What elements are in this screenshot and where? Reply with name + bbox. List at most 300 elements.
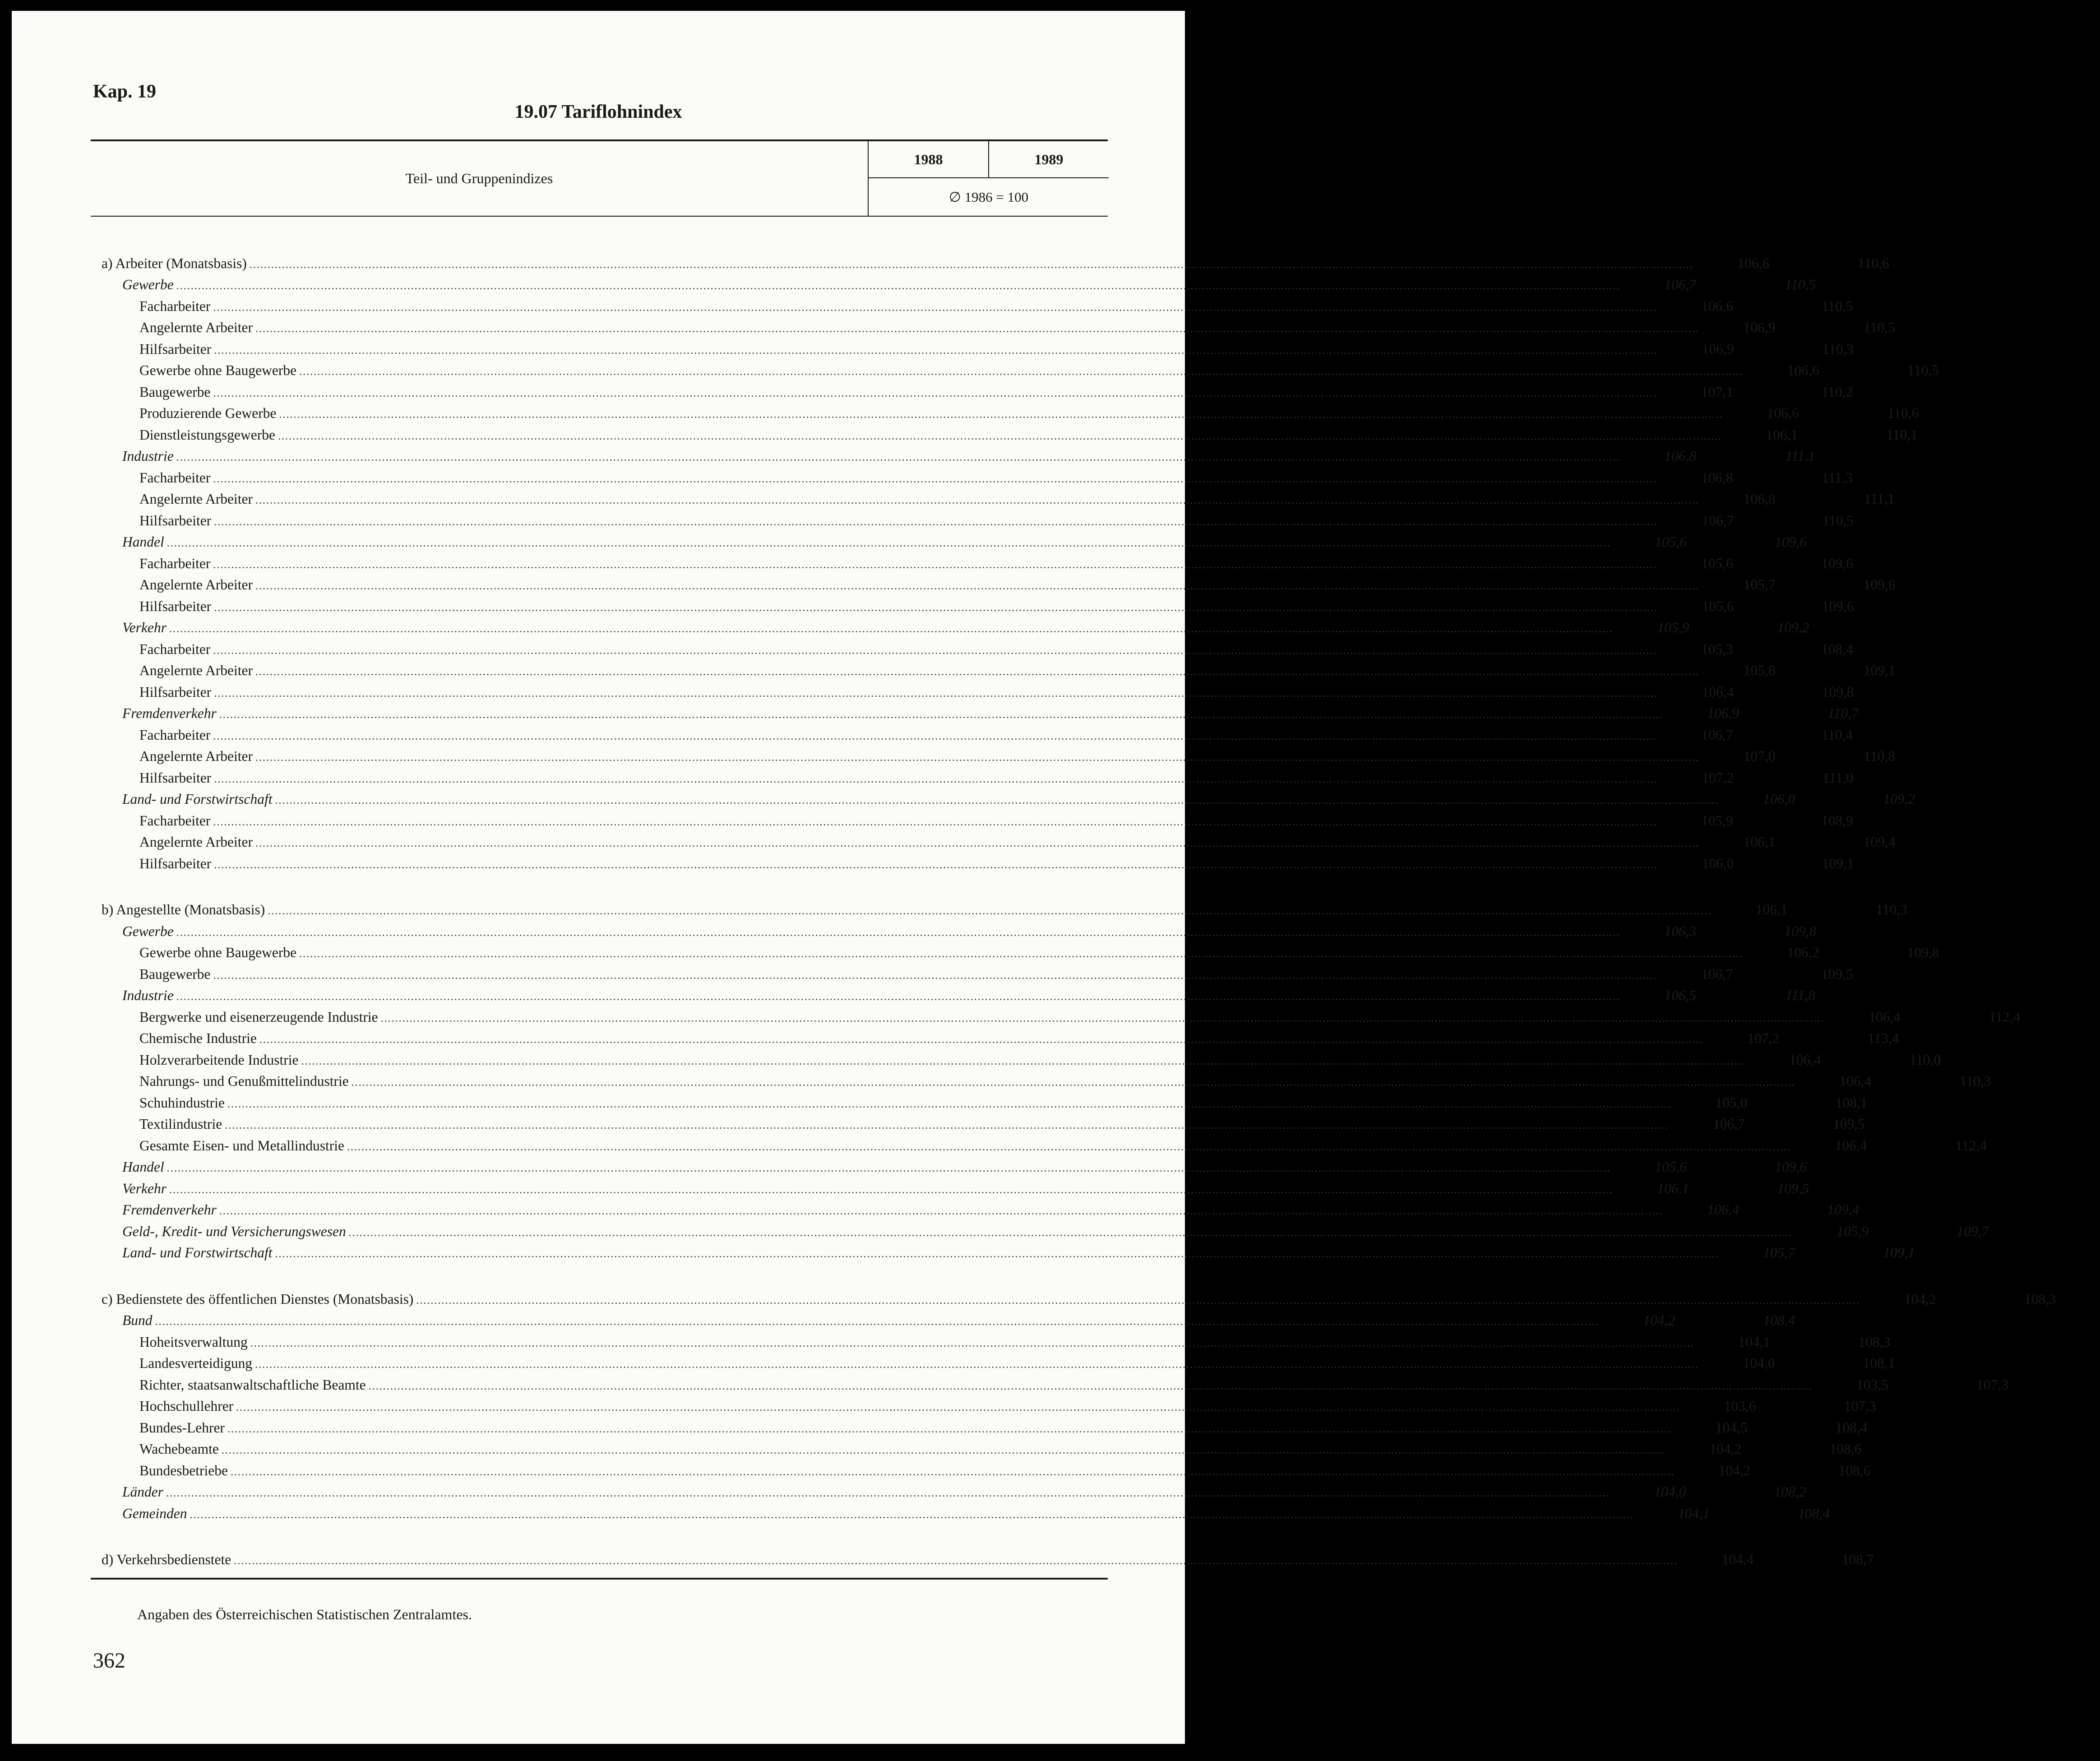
table-header — [91, 139, 1108, 217]
leader-dots: ................................................................................................................................................................................................................................................................................................................................................................................................................ — [236, 1402, 1680, 1414]
value-1988: 105,8 — [1743, 663, 1776, 679]
value-1989: 109,6 — [1775, 534, 1807, 550]
value-1988: 104,5 — [1715, 1419, 1748, 1436]
value-1988: 103,5 — [1856, 1376, 1889, 1393]
row-label-cell — [91, 727, 1657, 743]
row-label-cell — [91, 598, 1658, 615]
row-label-cell — [91, 577, 1699, 593]
row-label-cell — [91, 1009, 1825, 1025]
value-1989: 108,4 — [1763, 1312, 1795, 1329]
table-row — [91, 1114, 1865, 1135]
value-1988: 106,8 — [1664, 448, 1697, 464]
table-row — [91, 639, 1853, 660]
row-label: Gewerbe ohne Baugewerbe — [139, 945, 297, 961]
value-1988: 106,4 — [1707, 1202, 1739, 1218]
row-label: Holzverarbeitende Industrie — [139, 1052, 299, 1068]
row-label: Hochschullehrer — [139, 1398, 234, 1414]
row-label-cell — [91, 513, 1658, 529]
column-header-1989: 1989 — [1034, 151, 1064, 167]
value-1988: 106,1 — [1743, 834, 1776, 850]
leader-dots: ................................................................................................................................................................................................................................................................................................................................................................................................................ — [176, 927, 1620, 939]
row-label: Gewerbe ohne Baugewerbe — [139, 362, 297, 379]
row-label-cell — [91, 1484, 1610, 1500]
row-label: Hilfsarbeiter — [139, 855, 212, 871]
table-row — [91, 746, 1895, 768]
row-label: Angelernte Arbeiter — [139, 577, 253, 593]
table-row — [91, 489, 1895, 510]
table-row — [91, 964, 1853, 985]
leader-dots: ................................................................................................................................................................................................................................................................................................................................................................................................................ — [230, 1466, 1674, 1478]
row-label-cell — [91, 813, 1657, 829]
leader-dots: ................................................................................................................................................................................................................................................................................................................................................................................................................ — [299, 366, 1744, 378]
value-1989: 111,3 — [1822, 469, 1853, 486]
document-page — [12, 11, 2056, 1744]
table-row — [91, 832, 1896, 853]
value-1989: 107,3 — [1976, 1376, 2009, 1393]
leader-dots: ................................................................................................................................................................................................................................................................................................................................................................................................................ — [219, 709, 1663, 721]
leader-dots: ................................................................................................................................................................................................................................................................................................................................................................................................................ — [227, 1098, 1671, 1110]
row-label-cell — [91, 277, 1620, 293]
leader-dots: ................................................................................................................................................................................................................................................................................................................................................................................................................ — [259, 1034, 1703, 1046]
row-label: d) Verkehrsbedienstete — [102, 1552, 231, 1568]
leader-dots: ................................................................................................................................................................................................................................................................................................................................................................................................................ — [213, 730, 1657, 742]
row-label: Produzierende Gewerbe — [139, 405, 277, 422]
row-label: Gesamte Eisen- und Metallindustrie — [139, 1137, 345, 1154]
table-row — [91, 553, 1853, 575]
row-label-cell — [91, 902, 1711, 918]
value-1989: 108,6 — [1838, 1462, 1871, 1478]
value-1989: 111,8 — [1785, 987, 1815, 1004]
value-1988: 106,4 — [1869, 1009, 1901, 1025]
value-1988: 105,6 — [1655, 534, 1687, 550]
row-label-cell — [91, 1159, 1611, 1175]
value-1989: 112,4 — [1955, 1137, 1987, 1154]
row-label: Länder — [122, 1484, 164, 1500]
value-1988: 106,7 — [1712, 1116, 1745, 1132]
row-label: Facharbeiter — [139, 812, 211, 829]
row-label-cell — [91, 966, 1657, 982]
row-label-cell — [91, 255, 1693, 272]
row-label: Verkehr — [122, 1180, 167, 1196]
year-header-row — [868, 141, 1109, 178]
table-row — [91, 253, 1889, 274]
row-label: Dienstleistungsgewerbe — [139, 426, 275, 443]
table-row — [91, 1178, 1809, 1200]
value-1989: 109,4 — [1863, 834, 1896, 850]
value-1988: 107,0 — [1743, 748, 1776, 765]
row-label-cell — [91, 405, 1723, 422]
value-1989: 110,0 — [1909, 1052, 1941, 1068]
row-label-cell — [91, 1291, 1860, 1307]
leader-dots: ................................................................................................................................................................................................................................................................................................................................................................................................................ — [255, 580, 1700, 593]
row-label-cell — [91, 427, 1722, 443]
row-label: Angelernte Arbeiter — [139, 834, 253, 850]
value-1988: 105,9 — [1701, 812, 1733, 829]
table-row — [91, 810, 1853, 832]
table-row — [91, 1331, 1891, 1353]
table-row — [91, 617, 1809, 639]
row-label: Handel — [122, 1159, 164, 1175]
value-1989: 109,8 — [1784, 923, 1817, 939]
value-1988: 106,6 — [1767, 405, 1799, 422]
value-1989: 108,4 — [1821, 641, 1853, 657]
value-1989: 113,4 — [1867, 1030, 1899, 1047]
leader-dots: ................................................................................................................................................................................................................................................................................................................................................................................................................ — [225, 1120, 1669, 1132]
row-label-cell — [91, 1463, 1674, 1479]
row-label-cell — [91, 641, 1657, 658]
row-label: Landesverteidigung — [139, 1355, 253, 1372]
row-label: Verkehr — [122, 620, 167, 636]
row-label-cell — [91, 1441, 1665, 1457]
row-label: Hilfsarbeiter — [139, 684, 212, 700]
table-row — [91, 338, 1854, 360]
value-1989: 110,3 — [1822, 341, 1854, 357]
table-row — [91, 985, 1815, 1007]
row-label-cell — [91, 298, 1657, 315]
row-label: Facharbeiter — [139, 555, 211, 571]
row-label: a) Arbeiter (Monatsbasis) — [102, 255, 247, 271]
row-label: Angelernte Arbeiter — [139, 491, 253, 507]
column-header-1988: 1988 — [869, 141, 989, 177]
table-row — [91, 660, 1896, 682]
value-1988: 104,1 — [1678, 1505, 1710, 1521]
leader-dots: ................................................................................................................................................................................................................................................................................................................................................................................................................ — [227, 1423, 1671, 1435]
row-label-cell — [91, 1052, 1745, 1068]
table-row — [91, 1006, 2021, 1028]
row-label: Hilfsarbeiter — [139, 341, 212, 357]
table-row — [91, 703, 1859, 725]
leader-dots: ................................................................................................................................................................................................................................................................................................................................................................................................................ — [213, 969, 1657, 982]
row-label: Facharbeiter — [139, 298, 211, 314]
leader-dots: ................................................................................................................................................................................................................................................................................................................................................................................................................ — [213, 816, 1657, 828]
row-label-cell — [91, 384, 1657, 400]
row-label: Angelernte Arbeiter — [139, 320, 253, 336]
row-label: Bergwerke und eisenerzeugende Industrie — [139, 1009, 378, 1025]
leader-dots: ................................................................................................................................................................................................................................................................................................................................................................................................................ — [190, 1509, 1634, 1521]
value-1988: 106,4 — [1789, 1052, 1821, 1068]
leader-dots: ................................................................................................................................................................................................................................................................................................................................................................................................................ — [380, 1012, 1825, 1024]
value-1989: 108,1 — [1863, 1355, 1895, 1372]
row-label: c) Bedienstete des öffentlichen Dienstes (Monatsbasis) — [102, 1291, 414, 1307]
leader-dots: ................................................................................................................................................................................................................................................................................................................................................................................................................ — [214, 516, 1658, 528]
row-label-cell — [91, 1312, 1599, 1329]
row-label: Land- und Forstwirtschaft — [122, 1245, 273, 1261]
leader-dots: ................................................................................................................................................................................................................................................................................................................................................................................................................ — [279, 409, 1723, 421]
value-1988: 104,2 — [1709, 1441, 1742, 1457]
row-label: Gewerbe — [122, 277, 174, 293]
value-1988: 105,6 — [1701, 555, 1733, 571]
value-1988: 106,6 — [1701, 298, 1733, 314]
row-label-cell — [91, 663, 1699, 679]
column-header-label: Teil- und Gruppenindizes — [405, 170, 553, 186]
leader-dots: ................................................................................................................................................................................................................................................................................................................................................................................................................ — [301, 1055, 1745, 1067]
value-1989: 109,2 — [1777, 620, 1809, 636]
row-label-cell — [91, 1181, 1613, 1197]
leader-dots: ................................................................................................................................................................................................................................................................................................................................................................................................................ — [234, 1555, 1678, 1567]
row-label: Baugewerbe — [139, 966, 211, 982]
table-row — [91, 1482, 1806, 1503]
leader-dots: ................................................................................................................................................................................................................................................................................................................................................................................................................ — [351, 1077, 1795, 1089]
row-label-cell — [91, 1420, 1671, 1436]
table-row — [91, 424, 1918, 446]
table-row — [91, 921, 1817, 942]
leader-dots: ................................................................................................................................................................................................................................................................................................................................................................................................................ — [219, 1205, 1663, 1218]
value-1988: 104,4 — [1721, 1552, 1754, 1568]
row-label-cell — [91, 791, 1719, 807]
row-label-cell — [91, 987, 1620, 1004]
row-label-cell — [91, 534, 1611, 550]
value-1988: 107,2 — [1702, 769, 1734, 786]
row-label: Industrie — [122, 987, 174, 1004]
value-1989: 110,2 — [1821, 384, 1853, 400]
row-label-cell — [91, 1355, 1699, 1372]
row-label-cell — [91, 1245, 1719, 1261]
row-label: Facharbeiter — [139, 727, 211, 743]
row-label-cell — [91, 448, 1620, 464]
value-1989: 108,2 — [1774, 1484, 1806, 1500]
table-row — [91, 274, 1816, 296]
table-row — [91, 381, 1853, 403]
value-1989: 110,3 — [1876, 902, 1908, 918]
value-1989: 109,6 — [1821, 555, 1853, 571]
table-body — [91, 253, 2056, 1571]
value-1989: 109,5 — [1832, 1116, 1865, 1132]
leader-dots: ................................................................................................................................................................................................................................................................................................................................................................................................................ — [268, 905, 1712, 918]
table-row — [91, 1242, 1915, 1264]
value-1988: 107,2 — [1747, 1030, 1780, 1047]
value-1988: 104,2 — [1643, 1312, 1675, 1329]
row-label-cell — [91, 856, 1658, 872]
row-label: Schuhindustrie — [139, 1094, 225, 1111]
value-1988: 106,3 — [1664, 923, 1697, 939]
value-1989: 110,6 — [1887, 405, 1919, 422]
value-1988: 107,1 — [1701, 384, 1733, 400]
table-row — [91, 1460, 1871, 1482]
value-1988: 105,0 — [1715, 1094, 1748, 1111]
value-1988: 106,7 — [1664, 277, 1697, 293]
leader-dots: ................................................................................................................................................................................................................................................................................................................................................................................................................ — [176, 991, 1620, 1003]
row-label: Baugewerbe — [139, 384, 211, 400]
value-1989: 110,5 — [1822, 512, 1854, 528]
value-1988: 106,4 — [1835, 1137, 1867, 1154]
table-row — [91, 1353, 1895, 1375]
page-title: 19.07 Tariflohnindex — [514, 102, 682, 122]
leader-dots: ................................................................................................................................................................................................................................................................................................................................................................................................................ — [255, 1359, 1699, 1371]
row-label-cell — [91, 620, 1613, 636]
table-row — [91, 1310, 1795, 1332]
table-row — [91, 575, 1896, 596]
leader-dots: ................................................................................................................................................................................................................................................................................................................................................................................................................ — [213, 473, 1657, 485]
value-1988: 103,6 — [1724, 1398, 1756, 1414]
table-row — [91, 296, 1853, 317]
value-1988: 105,9 — [1836, 1223, 1869, 1239]
row-label: Facharbeiter — [139, 469, 211, 486]
row-label: Fremdenverkehr — [122, 705, 217, 722]
leader-dots: ................................................................................................................................................................................................................................................................................................................................................................................................................ — [299, 948, 1744, 960]
table-row — [91, 467, 1853, 489]
table-row — [91, 1396, 1876, 1418]
base-period-note: ∅ 1986 = 100 — [868, 178, 1109, 216]
leader-dots: ................................................................................................................................................................................................................................................................................................................................................................................................................ — [255, 666, 1700, 678]
table-row — [91, 1092, 1868, 1114]
row-label: Hoheitsverwaltung — [139, 1334, 248, 1350]
value-1989: 108,9 — [1821, 812, 1853, 829]
row-label: Wachebeamte — [139, 1441, 219, 1457]
value-1989: 109,6 — [1863, 577, 1896, 593]
leader-dots: ................................................................................................................................................................................................................................................................................................................................................................................................................ — [221, 1445, 1665, 1457]
row-label: Richter, staatsanwaltschaftliche Beamte — [139, 1376, 366, 1393]
row-label: Angelernte Arbeiter — [139, 663, 253, 679]
leader-dots: ................................................................................................................................................................................................................................................................................................................................................................................................................ — [214, 859, 1658, 871]
row-label-cell — [91, 705, 1663, 722]
value-1989: 108,7 — [1841, 1552, 1874, 1568]
row-label: Hilfsarbeiter — [139, 512, 212, 528]
value-1989: 110,1 — [1886, 426, 1918, 443]
table-row — [91, 681, 1854, 703]
row-label-cell — [91, 1223, 1793, 1240]
row-label-cell — [91, 470, 1657, 486]
leader-dots: ................................................................................................................................................................................................................................................................................................................................................................................................................ — [368, 1380, 1813, 1392]
table-row — [91, 360, 1939, 382]
value-1989: 110,6 — [1858, 255, 1889, 271]
value-1988: 106,9 — [1707, 705, 1739, 722]
value-1989: 107,3 — [1844, 1398, 1876, 1414]
value-1988: 105,7 — [1743, 577, 1776, 593]
table-row — [91, 789, 1915, 811]
value-1989: 110,5 — [1821, 298, 1853, 314]
chapter-label: Kap. 19 — [93, 81, 157, 102]
value-1988: 104,2 — [1718, 1462, 1751, 1478]
table-row — [91, 1503, 1830, 1525]
row-label: Land- und Forstwirtschaft — [122, 791, 273, 807]
value-1989: 109,4 — [1827, 1202, 1859, 1218]
row-label-cell — [91, 1030, 1703, 1047]
value-1988: 106,7 — [1702, 512, 1734, 528]
leader-dots: ................................................................................................................................................................................................................................................................................................................................................................................................................ — [250, 1337, 1694, 1349]
footer-rule — [91, 1578, 1108, 1580]
row-label-cell — [91, 341, 1658, 357]
value-1988: 104,1 — [1738, 1334, 1771, 1350]
leader-dots: ................................................................................................................................................................................................................................................................................................................................................................................................................ — [176, 280, 1620, 292]
value-1988: 106,6 — [1737, 255, 1770, 271]
row-label: Gewerbe — [122, 923, 174, 939]
value-1989: 110,5 — [1785, 277, 1816, 293]
leader-dots: ................................................................................................................................................................................................................................................................................................................................................................................................................ — [255, 838, 1700, 850]
row-label-cell — [91, 1116, 1669, 1132]
value-1988: 105,6 — [1702, 598, 1734, 614]
value-1988: 106,8 — [1743, 491, 1776, 507]
row-label: Industrie — [122, 448, 174, 464]
value-1989: 109,2 — [1883, 791, 1915, 807]
value-1989: 111,1 — [1785, 448, 1815, 464]
table-row — [91, 1200, 1859, 1221]
leader-dots: ................................................................................................................................................................................................................................................................................................................................................................................................................ — [249, 259, 1693, 271]
leader-dots: ................................................................................................................................................................................................................................................................................................................................................................................................................ — [255, 495, 1700, 507]
value-1988: 104,0 — [1654, 1484, 1686, 1500]
table-row — [91, 1071, 1991, 1093]
leader-dots: ................................................................................................................................................................................................................................................................................................................................................................................................................ — [213, 387, 1657, 399]
leader-dots: ................................................................................................................................................................................................................................................................................................................................................................................................................ — [214, 687, 1658, 700]
value-1988: 106,1 — [1766, 426, 1798, 443]
table-row — [91, 767, 1854, 789]
leader-dots: ................................................................................................................................................................................................................................................................................................................................................................................................................ — [416, 1294, 1860, 1307]
value-1988: 106,4 — [1839, 1073, 1872, 1089]
value-1989: 108,4 — [1835, 1419, 1868, 1436]
value-1988: 104,0 — [1743, 1355, 1775, 1372]
leader-dots: ................................................................................................................................................................................................................................................................................................................................................................................................................ — [275, 1248, 1719, 1261]
leader-dots: ................................................................................................................................................................................................................................................................................................................................................................................................................ — [213, 559, 1657, 571]
table-row — [91, 532, 1807, 553]
leader-dots: ................................................................................................................................................................................................................................................................................................................................................................................................................ — [214, 602, 1658, 614]
value-1989: 109,5 — [1777, 1180, 1809, 1196]
value-1989: 111,1 — [1864, 491, 1895, 507]
row-label-cell — [91, 1506, 1633, 1522]
value-1989: 108,1 — [1835, 1094, 1868, 1111]
row-label-cell — [91, 1398, 1680, 1414]
table-row — [91, 1417, 1868, 1439]
value-1988: 105,3 — [1701, 641, 1733, 657]
table-row — [91, 1135, 1987, 1157]
value-1988: 106,1 — [1657, 1180, 1689, 1196]
leader-dots: ................................................................................................................................................................................................................................................................................................................................................................................................................ — [167, 538, 1611, 550]
leader-dots: ................................................................................................................................................................................................................................................................................................................................................................................................................ — [176, 452, 1620, 464]
row-label: Bund — [122, 1312, 153, 1329]
leader-dots: ................................................................................................................................................................................................................................................................................................................................................................................................................ — [214, 344, 1658, 357]
value-1989: 109,1 — [1863, 663, 1896, 679]
value-1988: 104,2 — [1904, 1291, 1936, 1307]
table-row — [91, 899, 1908, 921]
value-1988: 106,0 — [1702, 855, 1734, 871]
leader-dots: ................................................................................................................................................................................................................................................................................................................................................................................................................ — [348, 1227, 1793, 1239]
leader-dots: ................................................................................................................................................................................................................................................................................................................................................................................................................ — [278, 430, 1722, 442]
value-1988: 105,6 — [1655, 1159, 1687, 1175]
row-label: b) Angestellte (Monatsbasis) — [102, 902, 265, 918]
leader-dots: ................................................................................................................................................................................................................................................................................................................................................................................................................ — [255, 323, 1700, 335]
row-label-cell — [91, 1334, 1694, 1350]
table-row — [91, 1549, 1874, 1571]
table-row — [91, 1221, 1989, 1242]
table-row — [91, 1028, 1899, 1050]
value-1989: 109,8 — [1822, 684, 1854, 700]
row-label-cell — [91, 1138, 1791, 1154]
row-label-cell — [91, 748, 1699, 765]
value-1989: 108,3 — [1858, 1334, 1891, 1350]
value-1989: 108,6 — [1829, 1441, 1862, 1457]
source-note: Angaben des Österreichischen Statistischen Zentralamtes. — [137, 1606, 472, 1622]
row-label: Textilindustrie — [139, 1116, 222, 1132]
leader-dots: ................................................................................................................................................................................................................................................................................................................................................................................................................ — [169, 1184, 1613, 1196]
value-1988: 106,4 — [1702, 684, 1734, 700]
value-1988: 106,2 — [1787, 945, 1819, 961]
row-label-cell — [91, 945, 1743, 961]
table-row — [91, 942, 1939, 964]
value-1989: 109,6 — [1822, 598, 1854, 614]
row-label: Bundesbetriebe — [139, 1462, 228, 1478]
table-row — [91, 1157, 1807, 1178]
table-row — [91, 724, 1853, 746]
row-label: Angelernte Arbeiter — [139, 748, 253, 765]
row-label-cell — [91, 556, 1657, 572]
row-label-cell — [91, 770, 1658, 786]
row-label: Hilfsarbeiter — [139, 769, 212, 786]
row-label-cell — [91, 1095, 1671, 1111]
value-1989: 108,4 — [1798, 1505, 1830, 1521]
row-label: Fremdenverkehr — [122, 1202, 217, 1218]
leader-dots: ................................................................................................................................................................................................................................................................................................................................................................................................................ — [255, 752, 1700, 764]
row-label-cell — [91, 320, 1699, 336]
row-label: Geld-, Kredit- und Versicherungswesen — [122, 1223, 346, 1239]
row-label: Bundes-Lehrer — [139, 1419, 225, 1436]
